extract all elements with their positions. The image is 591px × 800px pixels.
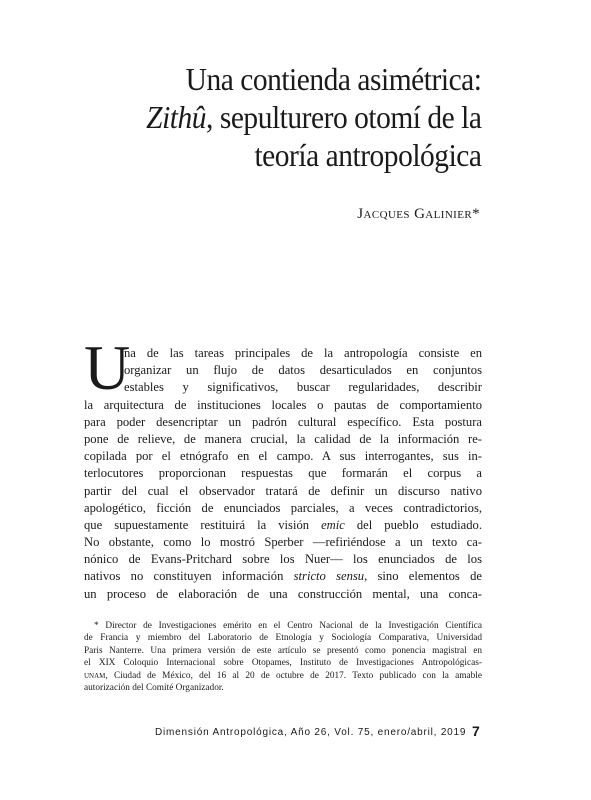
footnote-line: el XIX Coloquio Internacional sobre Otopames, Instituto de Investigaciones Antropológicas- bbox=[84, 658, 482, 669]
text-run: , sino elementos de bbox=[364, 569, 482, 584]
text-run: del pueblo estudiado. bbox=[344, 517, 482, 532]
title-line-1: Una contienda asimétrica: bbox=[185, 61, 481, 97]
italic-term: emic bbox=[321, 517, 345, 532]
body-line: pone de relieve, de manera crucial, la calidad de la información re- bbox=[84, 431, 482, 446]
body-line: organizar un flujo de datos desarticulados en conjuntos bbox=[124, 363, 482, 378]
body-line: la arquitectura de instituciones locales o pautas de comportamiento bbox=[84, 397, 482, 412]
author-name: Jacques Galinier* bbox=[357, 206, 480, 222]
body-line: apologético, ficción de enunciados parciales, a veces contradictorios, bbox=[84, 500, 482, 515]
body-line: estables y significativos, buscar regularidades, describir bbox=[124, 380, 482, 395]
body-line: copilada por el etnógrafo en el campo. A sus interrogantes, sus in- bbox=[84, 449, 482, 464]
body-line: No obstante, como lo mostró Sperber —refiriéndose a un texto ca- bbox=[84, 535, 482, 550]
body-line: terlocutores proporcionan respuestas que formarán el corpus a bbox=[84, 466, 482, 481]
text-run: , Ciudad de México, del 16 al 20 de octubre de 2017. Texto publicado con la amable bbox=[105, 670, 482, 681]
body-line: na de las tareas principales de la antropología consiste en bbox=[124, 346, 482, 360]
body-paragraph bbox=[84, 345, 482, 603]
body-line: nónico de Evans-Pritchard sobre los Nuer— los enunciados de los bbox=[84, 552, 482, 567]
body-line: partir del cual el observador tratará de definir un discurso nativo bbox=[84, 483, 482, 498]
footnote-line: de Francia y miembro del Laboratorio de Etnología y Sociología Comparativa, Universidad bbox=[84, 633, 482, 644]
footnote-line bbox=[84, 670, 482, 682]
italic-term: stricto sensu bbox=[293, 569, 365, 584]
footnote-line: Paris Nanterre. Una primera versión de este artículo se presentó como ponencia magistral en bbox=[84, 645, 482, 656]
text-run: nativos no constituyen información bbox=[84, 569, 294, 584]
article-title bbox=[146, 60, 481, 174]
body-line bbox=[84, 568, 482, 585]
body-line bbox=[84, 517, 482, 534]
footnote-line: autorización del Comité Organizador. bbox=[84, 682, 224, 693]
drop-cap: U bbox=[84, 332, 131, 403]
body-line: un proceso de elaboración de una construcción mental, una conca- bbox=[84, 586, 482, 601]
small-caps-abbrev: unam bbox=[84, 670, 106, 681]
title-italic-word: Zithû bbox=[145, 99, 206, 135]
body-line: para poder desencriptar un padrón cultural específico. Esta postura bbox=[84, 414, 482, 429]
text-run: que supuestamente restituirá la visión bbox=[84, 517, 322, 532]
footnote-line: * Director de Investigaciones emérito en el Centro Nacional de la Investigación Científica bbox=[94, 621, 482, 631]
title-line-2 bbox=[146, 98, 481, 136]
page-number: 7 bbox=[472, 723, 480, 739]
footnote bbox=[84, 620, 482, 694]
title-line-2-rest: , sepulturero otomí de la bbox=[205, 99, 482, 135]
title-line-3: teoría antropológica bbox=[253, 137, 481, 173]
running-footer: Dimensión Antropológica, Año 26, Vol. 75, enero/abril, 2019 bbox=[155, 727, 467, 738]
